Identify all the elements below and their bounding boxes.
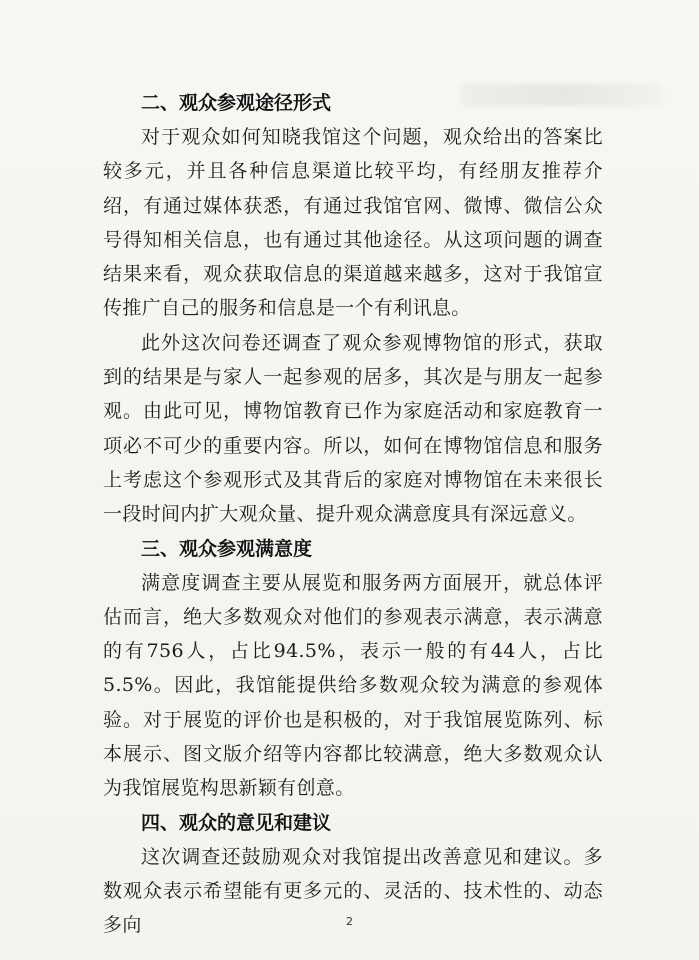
page-number: 2	[346, 915, 353, 928]
paragraph-info-channels: 对于观众如何知晓我馆这个问题，观众给出的答案比较多元，并且各种信息渠道比较平均，有经朋友推荐介绍，有通过媒体获悉，有通过我馆官网、微博、微信公众号得知相关信息，也有通过其他途径。从这项问题的调查结果来看，观众获取信息的渠道越来越多，这对于我馆宣传推广自己的服务和信息是一个有利讯息。	[103, 126, 603, 320]
section-heading-visit-channels: 二、观众参观途径形式	[141, 92, 332, 114]
section-heading-satisfaction: 三、观众参观满意度	[141, 537, 313, 560]
document-body	[103, 86, 603, 943]
paragraph-suggestions: 这次调查还鼓励观众对我馆提出改善意见和建议。多数观众表示希望能有更多元的、灵活的、技术性的、动态多向	[103, 845, 603, 937]
paragraph-visit-form: 此外这次问卷还调查了观众参观博物馆的形式，获取到的结果是与家人一起参观的居多，其次是与朋友一起参观。由此可见，博物馆教育已作为家庭活动和家庭教育一项必不可少的重要内容。所以，如何在博物馆信息和服务上考虑这个参观形式及其背后的家庭对博物馆在未来很长一段时间内扩大观众量、提升观众满意度具有深远意义。	[103, 331, 603, 526]
section-heading-suggestions: 四、观众的意见和建议	[141, 811, 332, 834]
paragraph-satisfaction: 满意度调查主要从展览和服务两方面展开，就总体评估而言，绝大多数观众对他们的参观表示满意，表示满意的有756人，占比94.5%，表示一般的有44人，占比5.5%。因此，我馆能提供给多数观众较为满意的参观体验。对于展览的评价也是积极的，对于我馆展览陈列、标本展示、图文版介绍等内容都比较满意，绝大多数观众认为我馆展览构思新颖有创意。	[103, 571, 603, 800]
